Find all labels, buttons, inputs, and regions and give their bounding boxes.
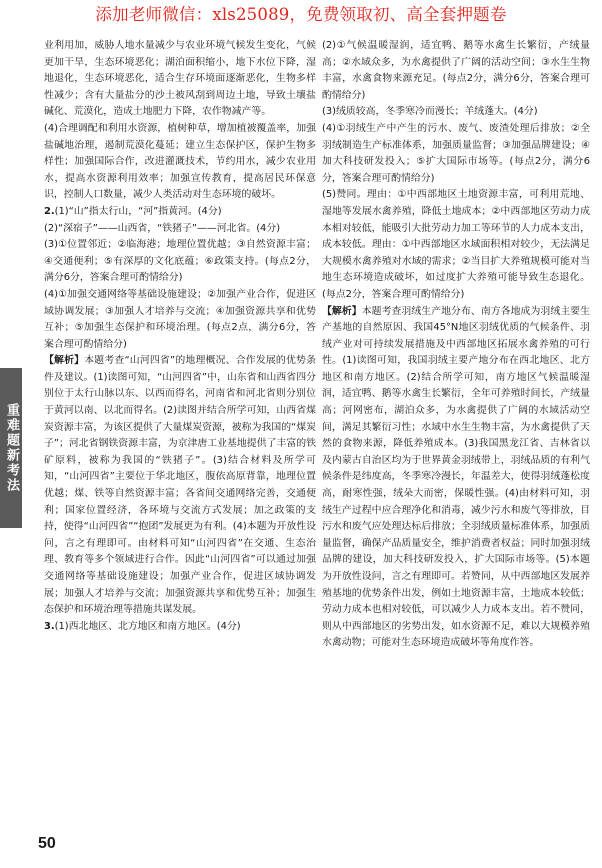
answer-item [44,619,316,636]
analysis-tag: 【解析】 [322,305,362,317]
analysis-text: 本题考查羽绒生产地分布、南方各地成为羽绒主要生产基地的自然原因、我国45°N地区羽绒优质的气候条件、羽绒产业对可持续发展措施及中西部地区拓展水禽养殖的可行性。(1)读图可知，我国羽绒主要产地分布在西北地区、北方地区和南方地区。(2)结合所学可知，南方地区气候温暖湿润，适宜鸭、鹅等水禽生长繁衍，全年可养殖时间长，产绒量高；河网密布，湖泊众多，为水禽提供了广阔的水域活动空间，满足其繁衍习性；水域中水生生物丰富，为水禽提供了天然的食物来源，降低养殖成本。(3)我国黑龙江省、吉林省以及内蒙古自治区均为于世界黄金羽绒带上，羽绒品质的有利气候条件是纬度高，冬季寒冷漫长，年温差大，使得羽绒蓬松度高，耐寒性强，绒朵大而密，保暖性强。(4)由材料可知，羽绒生产过程中应合理净化和消毒，减少污水和废气等排放，目污水和废气应处理达标后排放；全羽绒质量标准体系，加强质量监督，确保产品质量安全，维护消费者权益；同时加强羽绒品牌的建设，加大科技研发投入，扩大国际市场等。(5)本题为开放性设问，言之有理即可。若赞同，从中西部地区发展养殖基地的优势条件出发，例如土地资源丰富，土地成本较低；劳动力成本也相对较低，可以减少人力成本支出。若不赞同，则从中西部地区的劣势出发，如水资源不足，难以大规模养殖水禽动物；可能对生态环境造成破坏等角度作答。 [322,305,590,649]
answer-paragraph: (3)绒质较高，冬季寒冷而漫长；羊绒蓬大。(4分) [322,106,538,118]
answer-paragraph: (4)①加强交通网络等基础设施建设；②加强产业合作，促进区域协调发展；③加强人才培养与交流；④加强资源共享和优势互补；⑤加强生态保护和环境治理。(每点2点，满分6分，答案合理可酌情给分) [44,288,316,350]
left-column [44,38,316,833]
right-column [322,38,590,833]
analysis-text: 本题考查“山河四省”的地理概况、合作发展的优势条件及建议。(1)读图可知，“山河四省”中，山东省和山西省四分别位于太行山脉以东、以西而得名，河南省和河北省则分别位于黄河以南、以北而得名。(2)读图并结合所学可知，山西省煤炭资源丰富，为该区提供了大量煤炭资源，被称为我国的“煤炭子”；河北省钢铁资源丰富，为京津唐工业基地提供了丰富的铁矿原料，被称为我国的“铁猪子”。(3)结合材料及所学可知，“山河四省”主要位于华北地区，腹依高原背靠，地理位置优越；煤、铁等自然资源丰富；各省间交通网络完善，交通便利；国家位置经济，各环境与交流方式发展；加之政策的支持，使得“山河四省”“抱团”发展更为有利。(4)本题为开放性设问，言之有理即可。由材料可知“山河四省”在交通、生态治理、教育等多个领域进行合作。因此“山河四省”可以通过加强交通网络等基础设施建设；加强产业合作，促进区域协调发展；加强人才培养与交流；加强资源共享和优势互补；加强生态保护和环境治理等措施共谋发展。 [44,355,316,616]
question-number: 3. [44,620,55,632]
answer-paragraph: (4)合理调配和利用水资源，植树种草，增加植被覆盖率，加强盐碱地治理，遏制荒漠化蔓延；建立生态保护区，保护生物多样性；加强国际合作，改进灌溉技术，节约用水，减少农业用水，提高水资源利用效率；加强宣传教育，提高居民环保意识，控制人口数量，减少人类活动对生态环境的破坏。 [44,122,316,201]
answer-item [44,204,316,221]
watermark-banner: 添加老师微信：xls25089，免费领取初、高全套押题卷 [95,5,507,24]
question-number: 2. [44,205,55,217]
analysis-paragraph [322,304,590,652]
answer-paragraph: (2)“深宿子”——山西省，“铁猪子”——河北省。(4分) [44,222,281,234]
answer-paragraph: (2)①气候温暖湿润，适宜鸭、鹅等水禽生长繁衍，产绒量高；②水域众多，为水禽提供了广阔的活动空间；③水生生物丰富，水禽食物来源充足。(每点2分，满分6分，答案合理可酌情给分) [322,40,590,101]
answer-paragraph: (5)赞同。理由：①中西部地区土地资源丰富，可利用荒地、湿地等发展水禽养殖，降低土地成本；②中西部地区劳动力成本相对较低，能吸引大批劳动力加工等环节的人力成本支出，成本较低。理由：①中西部地区水域面积相对较少，无法满足大规模水禽养殖对水域的需求；②当目扩大养殖规模可能对当地生态环境造成破坏，如过度扩大养殖可能导致生态退化。(每点2分，答案合理可酌情给分) [322,189,590,300]
page-number: 50 [38,835,56,852]
analysis-paragraph [44,353,316,619]
section-side-tab: 重难题新考法 [0,368,22,528]
answer-paragraph: (3)①位置邻近；②临海港；地理位置优越；③自然资源丰富；④交通便利；⑤有深厚的文化底蕴；⑥政策支持。(每点2分，满分6分，答案合理可酌情给分) [44,239,316,284]
answer-text: (1)“山”指太行山，“河”指黄河。(4分) [54,205,222,217]
answer-paragraph: (4)①羽绒生产中产生的污水、废气、废渣处理后排放；②全羽绒制造生产标准体系，加强质量监督；③加强品牌建设；④加大科技研发投入；⑤扩大国际市场等。(每点2分，满分6分，答案合理可酌情给分) [322,122,590,184]
answer-text: (1)西北地区、北方地区和南方地区。(4分) [54,620,241,632]
analysis-tag: 【解析】 [44,355,85,367]
answer-paragraph: 业利用加，威胁人地水量减少与农业环境气候发生变化，气候更加干旱，生态环境恶化；湖泊面积缩小，地下水位下降，湿地退化，生态环境恶化，适合生存环境面逐渐恶化，生物多样性减少；含有大量盐分的沙土被风刮到周边土地，导致土壤盐碱化、荒漠化，造成土地肥力下降，农作物减产等。 [44,40,316,118]
